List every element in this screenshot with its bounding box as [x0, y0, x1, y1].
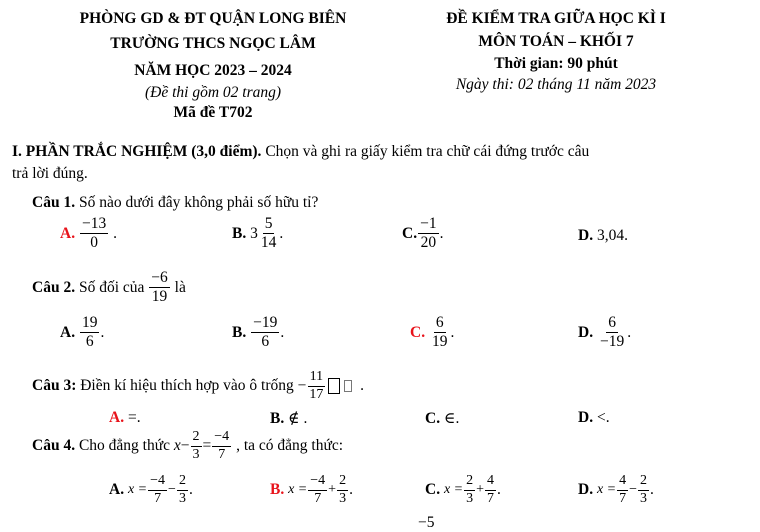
q2-option-a: A. $\frac{19}{6}$ .	[60, 314, 105, 351]
exam-code: Mã đề T702	[173, 104, 253, 121]
question-1-label: Câu 1.	[32, 194, 76, 211]
q4-a-xeq: x =	[127, 482, 148, 498]
question-2-text-post: là	[170, 278, 186, 296]
question-2-text: Số đối của	[75, 278, 149, 296]
q2-a-fraction	[80, 315, 100, 351]
q4-a-n1: −4	[148, 474, 167, 491]
q2-b-denominator: 6	[261, 333, 270, 351]
q1-b-label: B.	[232, 224, 247, 242]
q4-c-n1: 2	[464, 474, 475, 491]
q4-b-d1: 7	[314, 490, 322, 506]
q4-c-frac1	[464, 474, 475, 506]
q1-d-value: 3,04	[596, 227, 625, 244]
q3-c-value: ∈	[443, 410, 456, 427]
q1-d-label: D.	[578, 227, 594, 244]
q3-c-label: C.	[425, 410, 441, 427]
q3-b-value: ∉	[288, 410, 300, 427]
question-1	[32, 194, 318, 212]
q4-a-label: A.	[109, 481, 125, 499]
q4-eq-minus: −	[180, 437, 190, 455]
q2-b-fraction	[251, 315, 279, 351]
school-year: NĂM HỌC 2023 – 2024	[134, 62, 292, 79]
q2-c-fraction	[430, 315, 450, 351]
q2-option-b: B. $\frac{-19}{6}$ .	[232, 314, 285, 351]
q1-c-numerator: −1	[418, 216, 439, 234]
q2-d-denominator: −19	[599, 333, 625, 351]
subject: MÔN TOÁN – KHỐI 7	[478, 33, 634, 50]
q4-b-n2: 2	[337, 474, 348, 491]
q4-c-d2: 7	[487, 490, 495, 506]
q2-c-label: C.	[410, 323, 426, 341]
q1-c-fraction	[418, 216, 439, 252]
q2-d-fraction	[598, 315, 626, 351]
q4-d-n1: 4	[617, 474, 628, 491]
q1-b-denominator: 14	[260, 234, 277, 252]
q4-option-c: C. x = $\frac{2}{3}$ + $\frac{4}{7}$ .	[425, 473, 501, 506]
q4-d-op: −	[629, 482, 638, 498]
q1-a-numerator: −13	[80, 216, 108, 234]
q4-eq-fraction-2	[212, 430, 231, 462]
q2-a-numerator: 19	[80, 315, 100, 333]
q4-eq-fraction-1	[191, 430, 202, 462]
q2-c-denominator: 19	[431, 333, 448, 351]
q1-a-denominator: 0	[90, 234, 98, 252]
q2-option-c: C. $\frac{6}{19}$ .	[410, 314, 455, 351]
q1-c-denominator: 20	[420, 234, 437, 252]
q4-c-n2: 4	[485, 474, 496, 491]
q4-d-frac2	[638, 474, 649, 506]
q1-option-d: D. 3,04.	[578, 227, 628, 244]
question-4-text-post: , ta có đẳng thức:	[232, 437, 344, 455]
q4-option-d: D. x = $\frac{4}{7}$ − $\frac{2}{3}$ .	[578, 473, 654, 506]
q3-option-a: A. =.	[109, 409, 141, 426]
q2-d-numerator: 6	[606, 315, 618, 333]
q1-option-c: C. $\frac{-1}{20}$ .	[402, 215, 444, 252]
q3-d-label: D.	[578, 409, 594, 426]
q4-option-b: B. x = $\frac{-4}{7}$ + $\frac{2}{3}$ .	[270, 473, 353, 506]
q3-a-label: A.	[109, 409, 125, 426]
q4-d-xeq: x =	[596, 482, 617, 498]
q4-d-frac1	[617, 474, 628, 506]
q4-c-label: C.	[425, 481, 441, 499]
q1-a-fraction	[80, 216, 108, 252]
q2-a-denominator: 6	[85, 333, 94, 351]
q2-b-label: B.	[232, 323, 247, 341]
q4-b-label: B.	[270, 481, 285, 499]
duration: Thời gian: 90 phút	[494, 55, 618, 72]
q3-option-d: D. <.	[578, 409, 610, 426]
q4-c-op: +	[476, 482, 485, 498]
question-4-text: Cho đẳng thức	[75, 437, 174, 455]
q4-d-n2: 2	[638, 474, 649, 491]
q4-c-xeq: x =	[443, 482, 464, 498]
q1-b-whole: 3	[250, 224, 258, 242]
school-department: PHÒNG GD & ĐT QUẬN LONG BIÊN	[79, 10, 347, 27]
question-4-label: Câu 4.	[32, 437, 76, 455]
q3-b-label: B.	[270, 410, 285, 427]
q4-eq-n1: 2	[191, 430, 202, 447]
question-2	[32, 270, 186, 306]
school-name: TRƯỜNG THCS NGỌC LÂM	[110, 35, 316, 52]
q4-b-d2: 3	[339, 490, 347, 506]
answer-box-icon	[328, 378, 340, 394]
q4-eq-equals: =	[202, 437, 212, 455]
q4-option-a: A. x = $\frac{-4}{7}$ − $\frac{2}{3}$ .	[109, 473, 193, 506]
q4-d-label: D.	[578, 481, 594, 499]
question-4	[32, 430, 343, 462]
section-instruction-line2: trả lời đúng.	[12, 165, 88, 182]
exam-date: Ngày thi: 02 tháng 11 năm 2023	[455, 76, 657, 93]
section-title: I. PHẦN TRẮC NGHIỆM (3,0 điểm).	[12, 143, 262, 160]
q4-b-frac2	[337, 474, 348, 506]
q1-a-label: A.	[60, 224, 76, 242]
q2-fraction	[149, 270, 170, 306]
q2-option-d: D. $\frac{6}{-19}$ .	[578, 314, 632, 351]
q3-minus: −	[297, 377, 307, 395]
q2-d-label: D.	[578, 323, 594, 341]
question-3-text: Điền kí hiệu thích hợp vào ô trống	[76, 377, 298, 395]
q2-c-numerator: 6	[434, 315, 446, 333]
question-2-label: Câu 2.	[32, 278, 76, 296]
q3-denominator: 17	[309, 386, 324, 402]
section-heading	[12, 143, 589, 161]
q3-numerator: 11	[308, 370, 325, 387]
q1-c-label: C.	[402, 224, 418, 242]
q4-eq-d1: 3	[192, 446, 200, 462]
q4-c-d1: 3	[466, 490, 474, 506]
q3-option-c: C. ∈.	[425, 410, 460, 427]
q1-b-numerator: 5	[263, 216, 275, 234]
section-instruction: Chọn và ghi ra giấy kiểm tra chữ cái đứng trước câu	[261, 143, 590, 160]
page-count-note: (Đề thi gồm 02 trang)	[144, 84, 282, 101]
q3-a-value: =	[127, 409, 137, 426]
q3-fraction	[307, 370, 325, 402]
q4-eq-d2: 7	[218, 446, 226, 462]
q2-b-numerator: −19	[251, 315, 279, 333]
q4-b-n1: −4	[308, 474, 327, 491]
q1-option-a: A. $\frac{-13}{0}$ .	[60, 215, 117, 252]
q4-a-d1: 7	[154, 490, 162, 506]
q4-a-frac1	[148, 474, 167, 506]
q4-d-d1: 7	[619, 490, 627, 506]
q3-d-value: <	[596, 409, 606, 426]
question-1-text: Số nào dưới đây không phải số hữu tỉ?	[75, 194, 319, 211]
exam-title: ĐỀ KIỂM TRA GIỮA HỌC KÌ I	[446, 10, 666, 27]
q4-a-frac2	[177, 474, 188, 506]
q4-a-op: −	[168, 482, 176, 498]
q2-numerator: −6	[149, 270, 170, 288]
question-3: Câu 3: Điền kí hiệu thích hợp vào ô trống − $\frac{11}{17}$ .	[32, 369, 365, 402]
q3-option-b: B. ∉ .	[270, 410, 308, 427]
q4-d-d2: 3	[640, 490, 648, 506]
placeholder-box-icon	[344, 380, 352, 392]
q4-c-frac2	[485, 474, 496, 506]
question-3-label: Câu 3:	[32, 377, 77, 395]
q4-b-op: +	[328, 482, 337, 498]
q2-denominator: 19	[151, 288, 168, 306]
cut-off-fraction: −5	[418, 514, 435, 531]
q4-eq-x: x	[173, 437, 181, 455]
q1-option-b: B. 3 $\frac{5}{14}$ .	[232, 215, 284, 252]
q4-b-xeq: x =	[288, 482, 308, 498]
q2-a-label: A.	[60, 323, 76, 341]
q1-b-fraction	[259, 216, 279, 252]
q4-eq-n2: −4	[212, 430, 231, 447]
q4-a-d2: 3	[178, 490, 186, 506]
q4-b-frac1	[308, 474, 327, 506]
q4-a-n2: 2	[177, 474, 188, 491]
